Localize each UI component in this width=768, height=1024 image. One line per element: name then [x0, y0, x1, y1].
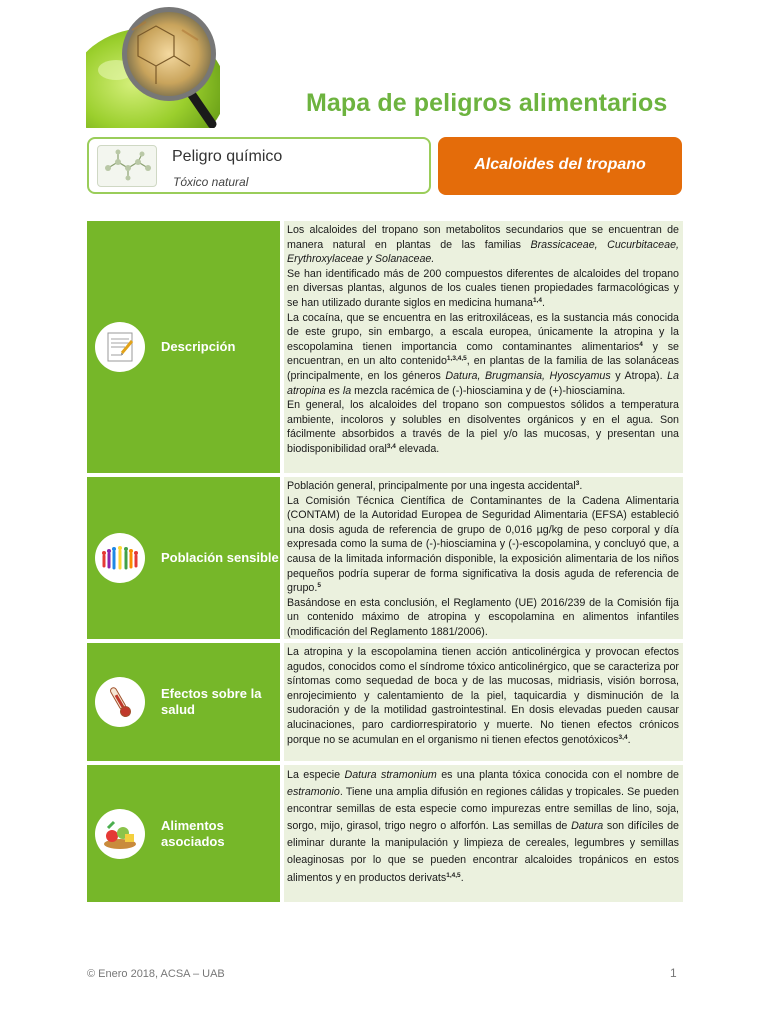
molecule-icon	[97, 145, 157, 187]
hazard-subtype: Tóxico natural	[173, 175, 249, 189]
section-text: Los alcaloides del tropano son metabolitos secundarios que se encuentran de manera natural en plantas de las familias Brassicaceae, Cucurbitaceae, Erythroxylaceae y Solanaceae. Se han identificado más de 200 compuestos diferentes de alcaloides del tropano en diversas plantas, algunos de los cuales tienen propiedades farmacológicas y se han utilizado durante siglos en medicina humana$^{1,4}$. La cocaína, que se encuentra en las eritroxiláceas, es la sustancia más conocida de este grupo, sin embargo, a escala europea, únicamente la atropina y la escopolamina tienen importancia como contaminantes alimentarios$^4$ y se encuentran, en un alto contenido$^{1,3,4,5}$, en plantas de la familia de las solanáceas (principalmente, en los géneros Datura, Brugmansia, Hyoscyamus y Atropa). La atropina es la mezcla racémica de (-)-hiosciamina y de (+)-hiosciamina. En general, los alcaloides del tropano son compuestos sólidos a temperatura ambiente, incoloros y solubles en disolventes orgánicos y en el agua. Son fácilmente absorbidos a través de la piel y/o las mucosas, y presentan una biodisponibilidad oral$^{3,4}$ elevada.	[284, 221, 683, 473]
section-text: La especie Datura stramonium es una planta tóxica conocida con el nombre de estramonio. Tiene una amplia difusión en regiones cálidas y tropicales. Se pueden encontrar semillas de esta especie como impurezas entre semillas de lino, soja, sorgo, mijo, girasol, trigo negro o alforfón. Las semillas de Datura son difíciles de eliminar durante la manipulación y limpieza de cereales, legumbres y semillas oleaginosas por lo que se pueden encontrar alcaloides tropánicos en estos alimentos y en productos derivats$^{1,4,5}$.	[284, 765, 683, 902]
section-label: Descripción	[161, 339, 236, 354]
footer-copyright: © Enero 2018, ACSA – UAB	[87, 968, 225, 980]
food-icon	[94, 808, 146, 860]
section-header	[87, 477, 280, 639]
section-label: Alimentos asociados	[161, 817, 225, 849]
section-efectos	[87, 643, 683, 761]
header-apple-magnifier-image	[86, 0, 220, 128]
section-header	[87, 221, 280, 473]
section-label: Efectos sobre la salud	[161, 686, 262, 717]
people-icon	[94, 532, 146, 584]
page-number: 1	[670, 966, 677, 980]
section-poblacion	[87, 477, 683, 639]
section-alimentos	[87, 765, 683, 902]
hazard-agent-box	[438, 137, 682, 195]
thermometer-icon	[94, 676, 146, 728]
section-text: La atropina y la escopolamina tienen acción anticolinérgica y provocan efectos agudos, conocidos como el síndrome tóxico anticolinérgico, que se caracteriza por síntomas como sequedad de boca y de las mucosas, midriasis, visión borrosa, enrojecimiento y calentamiento de la piel, taquicardia y disminución de la sudoración y de la motilidad gastrointestinal. En dosis elevadas pueden causar alucinaciones, paro cardiorrespiratorio y muerte. No tienen efectos crónicos porque no se acumulan en el organismo ni tienen efectos genotóxicos$^{3,4}$.	[284, 643, 683, 761]
section-text: Población general, principalmente por una ingesta accidental$^3$. La Comisión Técnica Científica de Contaminantes de la Cadena Alimentaria (CONTAM) de la Autoridad Europea de Seguridad Alimentaria (EFSA) estableció una dosis aguda de referencia de grupo de 0,016 µg/kg de peso corporal y día expresada como la suma de (-)-hiosciamina y (-)-escopolamina, y concluyó que, a causa de la limitada información disponible, la exposición alimentaria de los niños pequeños podría superar de forma significativa la dosis aguda de referencia de grupo.$^5$ Basándose en esta conclusión, el Reglamento (UE) 2016/239 de la Comisión fija un contenido máximo de atropina y escopolamina en alimentos infantiles (modificación del Reglamento 1881/2006).	[284, 477, 683, 639]
document-icon	[94, 321, 146, 373]
section-descripcion	[87, 221, 683, 473]
section-header	[87, 643, 280, 761]
hazard-type-box	[87, 137, 431, 194]
hazard-type: Peligro químico	[172, 148, 283, 165]
section-header	[87, 765, 280, 902]
section-label: Población sensible	[161, 550, 279, 565]
page-title: Mapa de peligros alimentarios	[306, 89, 668, 117]
hazard-agent: Alcaloides del tropano	[474, 156, 646, 173]
